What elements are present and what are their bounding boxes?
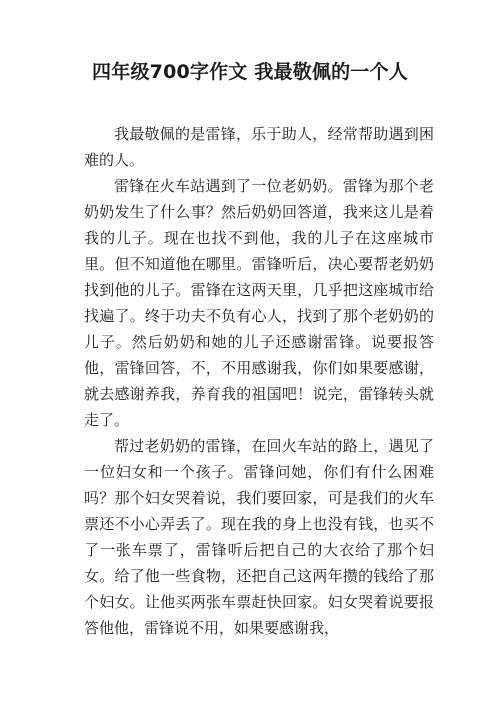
document-body [84, 121, 434, 641]
paragraph: 我最敬佩的是雷锋，乐于助人，经常帮助遇到困难的人。 [84, 125, 434, 169]
paragraph: 帮过老奶奶的雷锋，在回火车站的路上，遇见了一位妇女和一个孩子。雷锋问她，你们有什么困难吗？那个妇女哭着说，我们要回家，可是我们的火车票还不小心弄丢了。现在我的身上也没有钱，也买不了一张车票了，雷锋听后把自己的大衣给了那个妇女。给了他一些食物，还把自己这两年攒的钱给了那个妇女。让他买两张车票赶快回家。妇女哭着说要报答他他，雷锋说不用，如果要感谢我， [84, 437, 434, 637]
paragraph: 雷锋在火车站遇到了一位老奶奶。雷锋为那个老奶奶发生了什么事？然后奶奶回答道，我来这儿是着我的儿子。现在也找不到他，我的儿子在这座城市里。但不知道他在哪里。雷锋听后，决心要帮老奶奶找到他的儿子。雷锋在这两天里，几乎把这座城市给找遍了。终于功夫不负有心人，找到了那个老奶奶的儿子。然后奶奶和她的儿子还感谢雷锋。说要报答他，雷锋回答，不，不用感谢我，你们如果要感谢，就去感谢养我，养育我的祖国吧！说完，雷锋转头就走了。 [84, 177, 434, 429]
document-title: 四年级700字作文 我最敬佩的一个人 [92, 61, 408, 83]
